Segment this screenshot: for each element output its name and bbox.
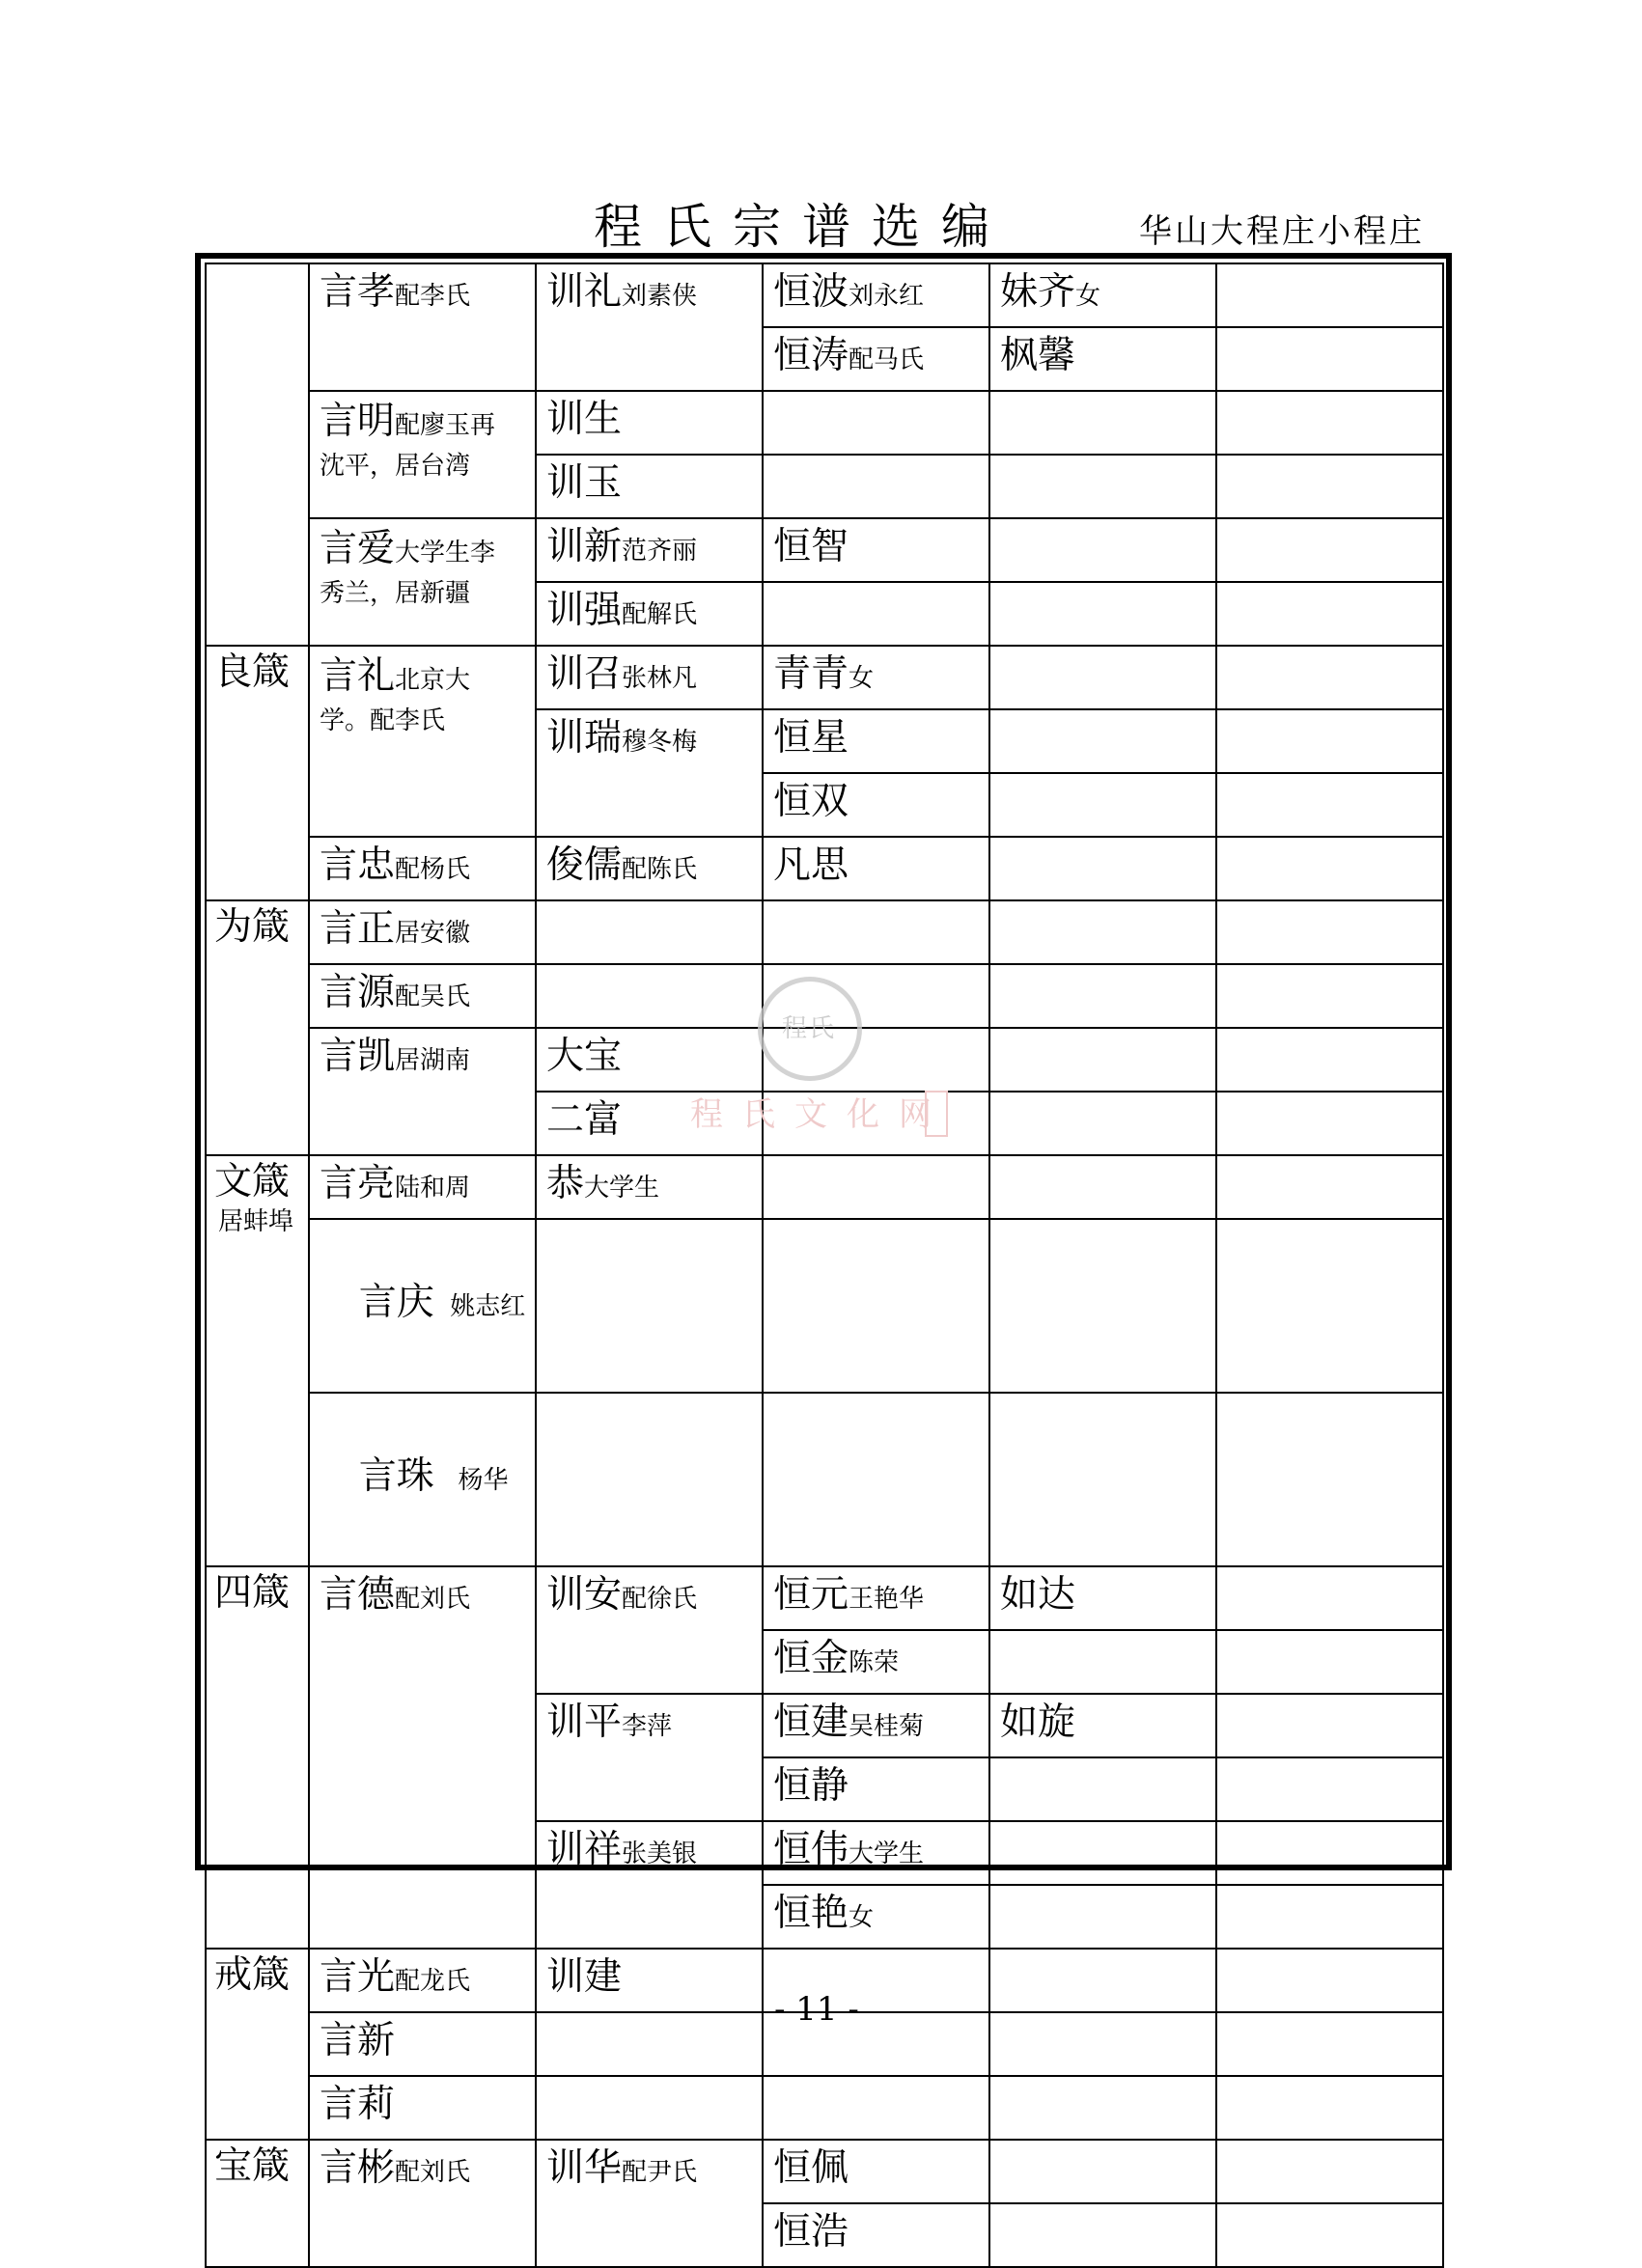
person-cell [536, 518, 763, 582]
person-cell [763, 2140, 989, 2203]
person-note-line2: 秀兰，居新疆 [320, 578, 471, 608]
person-note: 刘素侠 [622, 282, 698, 311]
person-note: 配刘氏 [395, 2158, 471, 2187]
person-note: 刘永红 [849, 282, 925, 311]
person-note: 配解氏 [622, 600, 698, 629]
empty-cell [1216, 1028, 1443, 1092]
generation-name: 四箴 [214, 1571, 291, 1615]
person-name: 训安 [546, 1573, 623, 1617]
empty-cell [763, 900, 989, 964]
person-note: 陆和周 [395, 1174, 471, 1203]
person-cell [536, 582, 763, 646]
person-cell [309, 646, 536, 837]
page-number: - 11 - [774, 1990, 859, 2029]
person-note: 大学生 [849, 1839, 925, 1868]
empty-cell [1216, 773, 1443, 837]
person-name: 言凯 [320, 1035, 396, 1078]
table-row [206, 837, 1443, 900]
person-name: 言正 [320, 907, 396, 951]
table-row [206, 1219, 1443, 1393]
person-note: 配尹氏 [622, 2158, 698, 2187]
person-name: 妹齐 [1000, 270, 1076, 314]
person-note-line2: 沈平，居台湾 [320, 451, 471, 481]
person-note: 李萍 [622, 1712, 673, 1741]
empty-cell [1216, 1219, 1443, 1393]
table-row [206, 2140, 1443, 2203]
person-note: 穆冬梅 [622, 728, 698, 757]
person-cell [309, 1219, 536, 1393]
person-cell [536, 2140, 763, 2267]
empty-cell [1216, 1757, 1443, 1821]
empty-cell [763, 1393, 989, 1566]
empty-cell [989, 1757, 1216, 1821]
person-name: 言忠 [320, 844, 396, 887]
empty-cell [1216, 1155, 1443, 1219]
person-cell [989, 327, 1216, 391]
person-cell [309, 964, 536, 1028]
empty-cell [989, 1219, 1216, 1393]
person-cell [989, 1694, 1216, 1757]
empty-cell [763, 582, 989, 646]
person-name: 恒佩 [773, 2146, 849, 2190]
person-cell [763, 1630, 989, 1694]
person-cell [536, 1155, 763, 1219]
person-name: 大宝 [546, 1035, 623, 1078]
watermark-text: 程氏文化网 [690, 1095, 951, 1134]
person-cell [536, 1694, 763, 1821]
empty-cell [763, 2076, 989, 2140]
person-note: 吴桂菊 [849, 1712, 925, 1741]
person-cell [309, 1949, 536, 2012]
person-cell [536, 1821, 763, 1949]
person-name: 言新 [320, 2019, 396, 2062]
empty-cell [1216, 964, 1443, 1028]
person-cell [536, 646, 763, 709]
empty-cell [536, 1219, 763, 1393]
person-name: 恒涛 [773, 334, 849, 377]
person-cell [536, 455, 763, 518]
person-cell [536, 1949, 763, 2012]
person-name: 俊儒 [546, 844, 623, 887]
person-name: 枫馨 [1000, 334, 1076, 377]
person-name: 言德 [320, 1573, 396, 1617]
person-cell [536, 1566, 763, 1694]
person-name: 训礼 [546, 270, 623, 314]
person-cell [309, 837, 536, 900]
person-note: 配吴氏 [395, 982, 471, 1011]
table-row [206, 2076, 1443, 2140]
person-cell [989, 1566, 1216, 1630]
genealogy-table [205, 263, 1444, 2268]
generation-cell [206, 900, 309, 1155]
person-note-line2: 学。配李氏 [320, 705, 446, 735]
person-name: 恒艳 [773, 1892, 849, 1935]
person-cell [763, 837, 989, 900]
person-note: 王艳华 [849, 1585, 925, 1614]
empty-cell [1216, 1092, 1443, 1155]
table-row [206, 263, 1443, 327]
empty-cell [989, 646, 1216, 709]
empty-cell [989, 964, 1216, 1028]
empty-cell [989, 1630, 1216, 1694]
generation-cell [206, 1155, 309, 1566]
person-name: 恒波 [773, 270, 849, 314]
empty-cell [1216, 1393, 1443, 1566]
person-name: 恒金 [773, 1637, 849, 1680]
person-cell [763, 1885, 989, 1949]
person-name: 二富 [546, 1098, 623, 1142]
empty-cell [1216, 518, 1443, 582]
person-name: 如旋 [1000, 1701, 1076, 1744]
person-note: 张美银 [622, 1839, 698, 1868]
person-cell [536, 263, 763, 391]
person-note: 居湖南 [395, 1046, 471, 1075]
empty-cell [989, 2203, 1216, 2267]
empty-cell [989, 582, 1216, 646]
empty-cell [989, 709, 1216, 773]
person-note: 范齐丽 [622, 537, 698, 566]
person-cell [309, 2076, 536, 2140]
person-name: 言彬 [320, 2146, 396, 2190]
generation-cell [206, 1949, 309, 2140]
person-note: 大学生 [584, 1174, 660, 1203]
empty-cell [989, 518, 1216, 582]
empty-cell [989, 773, 1216, 837]
empty-cell [763, 1219, 989, 1393]
person-name: 言明 [320, 400, 396, 443]
empty-cell [1216, 455, 1443, 518]
page-title: 程氏宗谱选编 [594, 199, 1011, 255]
person-cell [763, 2203, 989, 2267]
person-name: 训华 [546, 2146, 623, 2190]
person-name: 训建 [546, 1955, 623, 1999]
person-name: 恭 [546, 1162, 585, 1205]
empty-cell [989, 1155, 1216, 1219]
generation-cell [206, 1566, 309, 1949]
person-name: 言庆 [358, 1281, 434, 1324]
person-cell [309, 2140, 536, 2267]
person-cell [536, 391, 763, 455]
person-name: 恒静 [773, 1764, 849, 1808]
empty-cell [1216, 391, 1443, 455]
person-cell [309, 900, 536, 964]
person-note: 杨华 [433, 1466, 509, 1495]
generation-name: 文箴 [214, 1160, 291, 1203]
table-row [206, 391, 1443, 455]
empty-cell [989, 1092, 1216, 1155]
table-row [206, 900, 1443, 964]
empty-cell [1216, 582, 1443, 646]
person-note: 女 [849, 1903, 875, 1932]
person-name: 言礼 [320, 654, 396, 698]
person-name: 恒浩 [773, 2210, 849, 2254]
empty-cell [1216, 837, 1443, 900]
generation-cell [206, 646, 309, 900]
empty-cell [536, 964, 763, 1028]
empty-cell [1216, 327, 1443, 391]
person-cell [763, 518, 989, 582]
empty-cell [989, 2140, 1216, 2203]
person-cell [536, 1028, 763, 1092]
person-name: 如达 [1000, 1573, 1076, 1617]
empty-cell [989, 391, 1216, 455]
person-cell [763, 327, 989, 391]
empty-cell [989, 837, 1216, 900]
empty-cell [763, 391, 989, 455]
person-cell [309, 1028, 536, 1155]
empty-cell [1216, 646, 1443, 709]
empty-cell [536, 2012, 763, 2076]
empty-cell [1216, 900, 1443, 964]
person-note: 配马氏 [849, 346, 925, 374]
person-note: 姚志红 [433, 1292, 526, 1321]
person-note: 配刘氏 [395, 1585, 471, 1614]
person-note: 配徐氏 [622, 1585, 698, 1614]
person-cell [309, 518, 536, 646]
person-cell [309, 263, 536, 391]
person-note: 女 [849, 664, 875, 693]
empty-cell [1216, 1566, 1443, 1630]
empty-cell [1216, 1949, 1443, 2012]
person-note: 女 [1075, 282, 1101, 311]
person-cell [309, 391, 536, 518]
empty-cell [989, 1821, 1216, 1885]
empty-cell [989, 1885, 1216, 1949]
generation-name: 宝箴 [214, 2144, 291, 2188]
person-cell [763, 1757, 989, 1821]
person-cell [763, 1821, 989, 1885]
person-name: 训祥 [546, 1828, 623, 1871]
person-note: 陈荣 [849, 1648, 900, 1677]
empty-cell [536, 2076, 763, 2140]
person-name: 言爱 [320, 527, 396, 570]
person-name: 训瑞 [546, 716, 623, 760]
person-name: 言源 [320, 971, 396, 1014]
person-cell [309, 1393, 536, 1566]
empty-cell [1216, 1885, 1443, 1949]
person-name: 恒元 [773, 1573, 849, 1617]
person-note: 北京大 [395, 666, 471, 695]
empty-cell [989, 1028, 1216, 1092]
person-name: 训平 [546, 1701, 623, 1744]
empty-cell [989, 2076, 1216, 2140]
person-name: 训召 [546, 652, 623, 696]
person-note: 配廖玉再 [395, 411, 496, 440]
person-name: 言亮 [320, 1162, 396, 1205]
person-cell [763, 1566, 989, 1630]
generation-cell [206, 2140, 309, 2267]
empty-cell [989, 1949, 1216, 2012]
empty-cell [989, 1393, 1216, 1566]
table-row [206, 646, 1443, 709]
empty-cell [536, 900, 763, 964]
empty-cell [1216, 2012, 1443, 2076]
generation-name: 为箴 [214, 905, 291, 949]
person-name: 恒建 [773, 1701, 849, 1744]
person-cell [763, 773, 989, 837]
seal-text: 程氏 [782, 1014, 837, 1043]
generation-note: 居蚌埠 [218, 1207, 294, 1237]
empty-cell [989, 455, 1216, 518]
person-cell [763, 709, 989, 773]
person-name: 训强 [546, 589, 623, 632]
empty-cell [1216, 263, 1443, 327]
table-row [206, 1155, 1443, 1219]
person-note: 配杨氏 [395, 855, 471, 884]
empty-cell [989, 2012, 1216, 2076]
table-row [206, 1393, 1443, 1566]
generation-name: 良箴 [214, 650, 291, 694]
person-note: 配陈氏 [622, 855, 698, 884]
person-note: 张林凡 [622, 664, 698, 693]
empty-cell [763, 455, 989, 518]
page-subtitle: 华山大程庄小程庄 [1139, 212, 1425, 251]
empty-cell [1216, 1694, 1443, 1757]
empty-cell [1216, 709, 1443, 773]
person-name: 青青 [773, 652, 849, 696]
person-name: 恒智 [773, 525, 849, 568]
table-row [206, 518, 1443, 582]
watermark-stamp [925, 1091, 948, 1137]
person-note: 配龙氏 [395, 1967, 471, 1996]
person-cell [536, 837, 763, 900]
person-note: 居安徽 [395, 919, 471, 948]
person-name: 言孝 [320, 270, 396, 314]
empty-cell [1216, 1630, 1443, 1694]
person-name: 训生 [546, 398, 623, 441]
person-cell [989, 263, 1216, 327]
person-cell [763, 1694, 989, 1757]
person-name: 言珠 [358, 1454, 434, 1498]
empty-cell [1216, 2203, 1443, 2267]
empty-cell [763, 1155, 989, 1219]
person-note: 配李氏 [395, 282, 471, 311]
person-name: 恒伟 [773, 1828, 849, 1871]
table-row [206, 1566, 1443, 1630]
person-name: 言莉 [320, 2083, 396, 2126]
empty-cell [1216, 2076, 1443, 2140]
person-name: 训玉 [546, 461, 623, 505]
person-note: 大学生李 [395, 539, 496, 567]
empty-cell [989, 900, 1216, 964]
person-name: 恒星 [773, 716, 849, 760]
person-cell [309, 1155, 536, 1219]
empty-cell [1216, 1821, 1443, 1885]
person-name: 恒双 [773, 780, 849, 823]
person-cell [309, 2012, 536, 2076]
generation-cell [206, 263, 309, 646]
empty-cell [536, 1393, 763, 1566]
person-name: 训新 [546, 525, 623, 568]
generation-name: 戒箴 [214, 1953, 291, 1997]
seal-logo [758, 977, 862, 1081]
person-cell [536, 709, 763, 837]
person-name: 凡思 [773, 844, 849, 887]
person-cell [763, 646, 989, 709]
person-cell [763, 263, 989, 327]
person-cell [309, 1566, 536, 1949]
empty-cell [1216, 2140, 1443, 2203]
person-name: 言光 [320, 1955, 396, 1999]
